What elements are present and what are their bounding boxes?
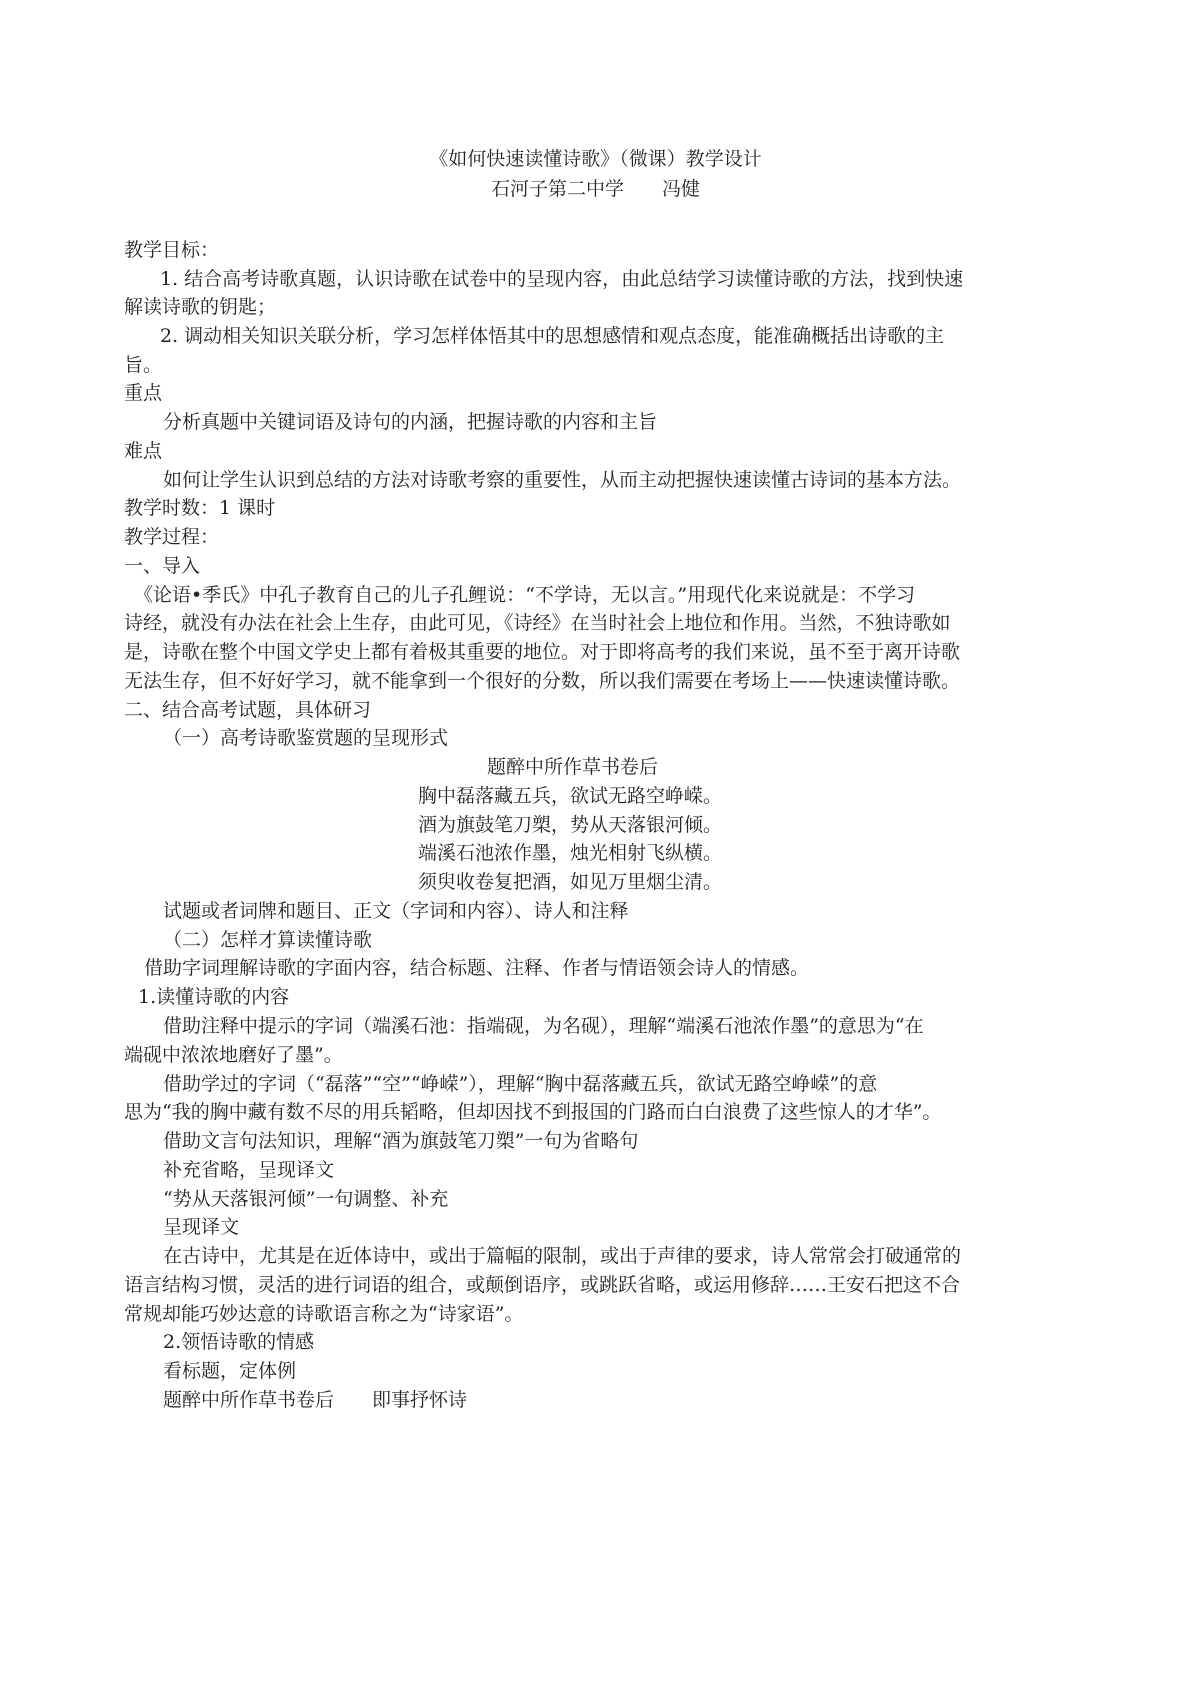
poem-line-1: 胸中磊落藏五兵，欲试无路空峥嵘。 <box>418 785 723 807</box>
part-2-heading: 2.领悟诗歌的情感 <box>163 1331 315 1353</box>
document-title: 《如何快速读懂诗歌》（微课）教学设计 <box>429 148 762 170</box>
subsection-2-text: 借助字词理解诗歌的字面内容，结合标题、注释、作者与情语领会诗人的情感。 <box>144 957 810 979</box>
part-1-paragraph-7-line-1: 在古诗中，尤其是在近体诗中，或出于篇幅的限制，或出于声律的要求，诗人常常会打破通常的 <box>163 1245 962 1267</box>
difficulty-heading: 难点 <box>124 440 163 462</box>
part-2-paragraph-2: 题醉中所作草书卷后 即事抒怀诗 <box>163 1389 468 1411</box>
section-1-heading: 一、导入 <box>124 555 201 577</box>
process-heading: 教学过程： <box>124 526 220 548</box>
teaching-hours: 教学时数：1 课时 <box>124 497 276 519</box>
objective-2-line-1: 2. 调动相关知识关联分析，学习怎样体悟其中的思想感情和观点态度，能准确概括出诗歌的主 <box>160 325 945 347</box>
part-1-paragraph-7-line-2: 语言结构习惯，灵活的进行词语的组合，或颠倒语序，或跳跃省略，或运用修辞……王安石把这不合 <box>124 1274 961 1296</box>
part-1-paragraph-1-line-1: 借助注释中提示的字词（端溪石池：指端砚，为名砚），理解“端溪石池浓作墨”的意思为“在 <box>163 1015 924 1037</box>
part-1-paragraph-3: 借助文言句法知识，理解“酒为旗鼓笔刀槊”一句为省略句 <box>163 1130 639 1152</box>
key-point-heading: 重点 <box>124 382 163 404</box>
part-1-paragraph-5: “势从天落银河倾”一句调整、补充 <box>163 1188 449 1210</box>
poem-title: 题醉中所作草书卷后 <box>487 756 659 778</box>
objectives-heading: 教学目标： <box>124 239 220 261</box>
section-2-heading: 二、结合高考试题，具体研习 <box>124 699 372 721</box>
objective-1-line-1: 1. 结合高考诗歌真题，认识诗歌在试卷中的呈现内容，由此总结学习读懂诗歌的方法，找到快速 <box>160 268 964 290</box>
section-1-paragraph-line-2: 诗经，就没有办法在社会上生存，由此可见，《诗经》在当时社会上地位和作用。当然，不独诗歌如 <box>124 612 951 634</box>
objective-1-line-2: 解读诗歌的钥匙； <box>124 296 277 318</box>
key-point-text: 分析真题中关键词语及诗句的内涵，把握诗歌的内容和主旨 <box>163 411 658 433</box>
subsection-1-heading: （一）高考诗歌鉴赏题的呈现形式 <box>163 727 449 749</box>
part-1-paragraph-6: 呈现译文 <box>163 1216 240 1238</box>
poem-line-3: 端溪石池浓作墨，烛光相射飞纵横。 <box>418 842 723 864</box>
part-1-paragraph-2-line-1: 借助学过的字词（“磊落”“空”“峥嵘”），理解“胸中磊落藏五兵，欲试无路空峥嵘”的意 <box>163 1073 878 1095</box>
poem-line-2: 酒为旗鼓笔刀槊，势从天落银河倾。 <box>418 814 723 836</box>
poem-line-4: 须臾收卷复把酒，如见万里烟尘清。 <box>418 871 723 893</box>
part-1-paragraph-2-line-2: 思为“我的胸中藏有数不尽的用兵韬略，但却因找不到报国的门路而白白浪费了这些惊人的才华”。 <box>124 1101 942 1123</box>
author-line: 石河子第二中学 冯健 <box>490 178 700 200</box>
part-1-paragraph-1-line-2: 端砚中浓浓地磨好了墨”。 <box>124 1044 343 1066</box>
part-1-paragraph-7-line-3: 常规却能巧妙达意的诗歌语言称之为“诗家语”。 <box>124 1303 524 1325</box>
difficulty-text: 如何让学生认识到总结的方法对诗歌考察的重要性，从而主动把握快速读懂古诗词的基本方法。 <box>163 469 962 491</box>
section-1-paragraph-line-1: 《论语•季氏》中孔子教育自己的儿子孔鲤说：“不学诗，无以言。”用现代化来说就是：不学习 <box>134 584 916 606</box>
part-1-heading: 1.读懂诗歌的内容 <box>138 986 290 1008</box>
objective-2-line-2: 旨。 <box>124 354 163 376</box>
part-1-paragraph-4: 补充省略，呈现译文 <box>163 1159 335 1181</box>
subsection-2-heading: （二）怎样才算读懂诗歌 <box>163 929 373 951</box>
section-1-paragraph-line-4: 无法生存，但不好好学习，就不能拿到一个很好的分数，所以我们需要在考场上——快速读懂诗歌。 <box>124 670 961 692</box>
section-1-paragraph-line-3: 是，诗歌在整个中国文学史上都有着极其重要的地位。对于即将高考的我们来说，虽不至于离开诗歌 <box>124 641 961 663</box>
exam-parts-text: 试题或者词牌和题目、正文（字词和内容）、诗人和注释 <box>163 900 629 922</box>
part-2-paragraph-1: 看标题，定体例 <box>163 1360 297 1382</box>
